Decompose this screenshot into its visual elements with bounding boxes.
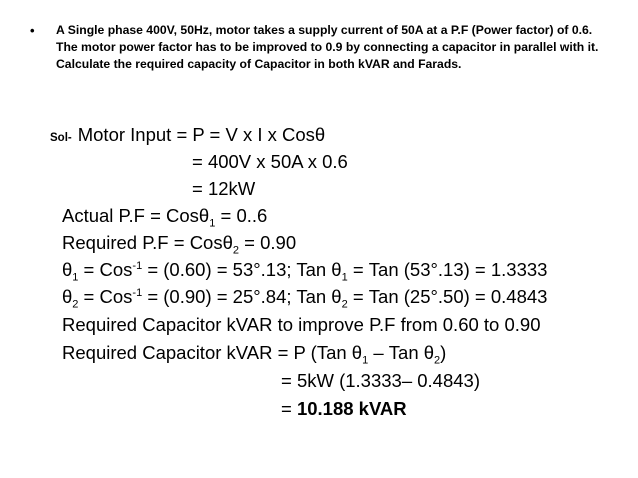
equation-text: = Cos [78,259,133,280]
superscript: -1 [132,259,143,272]
required-kvar-formula [62,342,447,367]
theta1-line [62,259,548,284]
equation-text: ) [440,342,447,363]
equals-sign: = [281,398,297,419]
superscript: -1 [132,286,143,299]
required-kvar-intro: Required Capacitor kVAR to improve P.F from 0.60 to 0.90 [62,314,541,335]
theta2-line [62,286,548,311]
actual-pf-text: Actual P.F = Cosθ [62,205,210,226]
subscript: 2 [72,298,79,311]
equation-text: Required Capacitor kVAR = P (Tan θ [62,342,363,363]
kvar-values: = 5kW (1.3333– 0.4843) [281,370,481,391]
required-pf-value: = 0.90 [239,232,297,253]
solution-label: Sol- [50,132,72,144]
equation-text: = (0.60) = 53°.13; Tan θ [142,259,342,280]
equation-text: = Cos [78,286,133,307]
motor-input-formula: Motor Input = P = V x I x Cosθ [77,124,326,145]
subscript: 2 [341,298,348,311]
theta-symbol: θ [62,259,73,280]
equation-text: = (0.90) = 25°.84; Tan θ [142,286,342,307]
theta-symbol: θ [62,286,73,307]
equation-text: – Tan θ [368,342,435,363]
motor-input-values: = 400V x 50A x 0.6 [192,151,348,172]
actual-pf-value: = 0..6 [215,205,268,226]
required-pf-text: Required P.F = Cosθ [62,232,233,253]
kvar-result [281,398,407,420]
actual-pf-line [62,205,268,230]
final-answer: 10.188 kVAR [296,398,407,419]
subscript: 1 [209,217,216,230]
problem-statement [30,22,615,73]
subscript: 1 [72,271,79,284]
subscript: 2 [232,244,240,257]
equation-text: = Tan (53°.13) = 1.3333 [347,259,548,280]
required-pf-line [62,232,297,257]
subscript: 1 [362,354,369,367]
subscript: 2 [434,354,441,367]
motor-input-result: = 12kW [192,178,256,199]
problem-text: A Single phase 400V, 50Hz, motor takes a supply current of 50A at a P.F (Power factor) of 0.6. The motor power factor has to be improved to 0.9 by connecting a capacitor in parallel with it. Calculate the required capacity of Capacitor in both kVAR and Farads. [56,23,599,71]
motor-input-line [50,124,325,149]
equation-text: = Tan (25°.50) = 0.4843 [347,286,548,307]
bullet-point: • [30,23,35,38]
subscript: 1 [341,271,348,284]
